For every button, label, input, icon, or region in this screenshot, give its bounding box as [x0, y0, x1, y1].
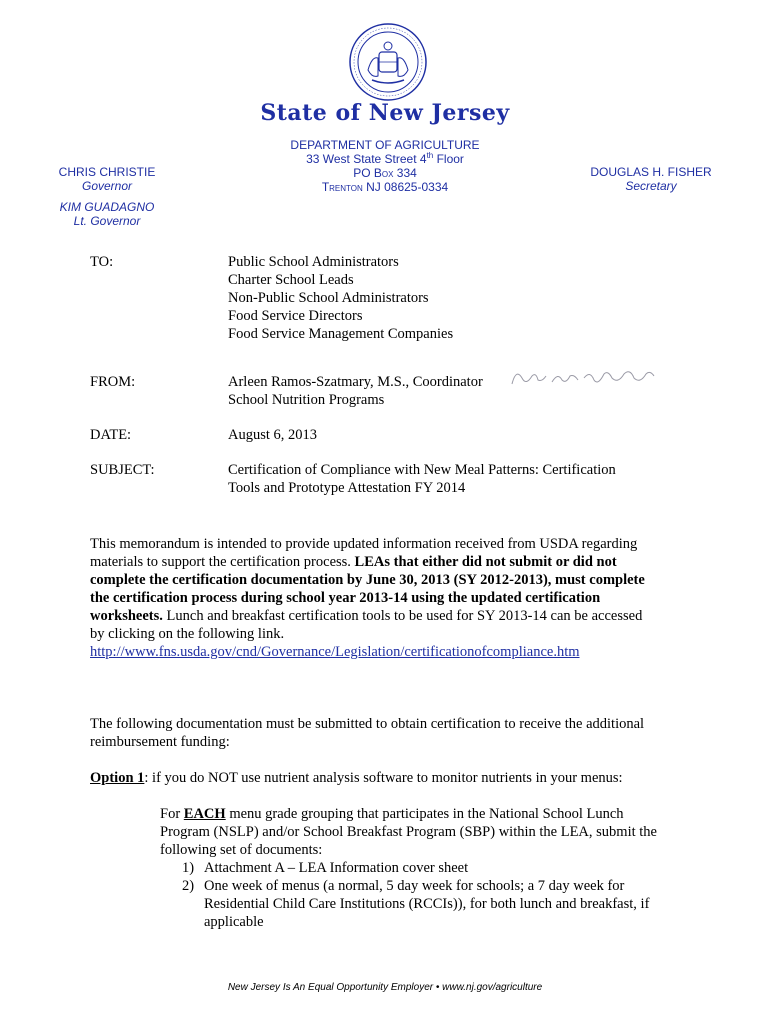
governor-title: Governor	[81, 179, 133, 193]
list-item: One week of menus (a normal, 5 day week for schools; a 7 day week for	[204, 878, 625, 894]
subject-line: Certification of Compliance with New Meal Patterns: Certification	[228, 462, 616, 478]
option-1-line: Option 1: if you do NOT use nutrient analysis software to monitor nutrients in your menus:	[90, 770, 623, 786]
date-label: DATE:	[90, 427, 132, 443]
list-number: 2)	[182, 878, 195, 894]
lt-governor-title: Lt. Governor	[73, 214, 141, 228]
from-name: Arleen Ramos-Szatmary, M.S., Coordinator	[228, 374, 483, 390]
governor-name: CHRIS CHRISTIE	[58, 165, 156, 179]
paragraph-line: complete the certification documentation by June 30, 2013 (SY 2012-2013), must complete	[90, 572, 645, 588]
department-name: DEPARTMENT OF AGRICULTURE	[290, 138, 480, 152]
recipient-item: Charter School Leads	[228, 272, 354, 288]
address-line-3: Trenton NJ 08625-0334	[321, 180, 449, 194]
list-item: applicable	[204, 914, 264, 930]
secretary-title: Secretary	[625, 179, 677, 193]
lt-governor-name: KIM GUADAGNO	[59, 200, 155, 214]
paragraph-line: Program (NSLP) and/or School Breakfast Program (SBP) within the LEA, submit the	[160, 824, 657, 840]
paragraph-line: This memorandum is intended to provide updated information received from USDA regarding	[90, 536, 638, 552]
state-title: State of New Jersey	[260, 100, 510, 126]
list-item: Residential Child Care Institutions (RCCIs)), for both lunch and breakfast, if	[204, 896, 650, 912]
certification-link[interactable]: http://www.fns.usda.gov/cnd/Governance/Legislation/certificationofcompliance.htm	[90, 644, 580, 660]
paragraph-line: For EACH menu grade grouping that participates in the National School Lunch	[160, 806, 624, 822]
paragraph-line: reimbursement funding:	[90, 734, 230, 750]
address-line-1: 33 West State Street 4th Floor	[306, 151, 464, 166]
secretary-name: DOUGLAS H. FISHER	[590, 165, 712, 179]
from-office: School Nutrition Programs	[228, 392, 385, 408]
to-label: TO:	[90, 254, 114, 270]
from-label: FROM:	[90, 374, 136, 390]
subject-line: Tools and Prototype Attestation FY 2014	[228, 480, 466, 496]
paragraph-line: the certification process during school year 2013-14 using the updated certification	[90, 590, 601, 606]
footer-text: New Jersey Is An Equal Opportunity Employer • www.nj.gov/agriculture	[227, 982, 543, 993]
list-number: 1)	[182, 860, 195, 876]
subject-label: SUBJECT:	[90, 462, 155, 478]
address-line-2: PO Box 334	[353, 166, 417, 180]
paragraph-line: following set of documents:	[160, 842, 323, 858]
paragraph-line: The following documentation must be submitted to obtain certification to receive the additional	[90, 716, 645, 732]
recipient-item: Non-Public School Administrators	[228, 290, 429, 306]
recipient-item: Food Service Directors	[228, 308, 363, 324]
list-item: Attachment A – LEA Information cover sheet	[204, 860, 469, 876]
paragraph-line: worksheets. Lunch and breakfast certification tools to be used for SY 2013-14 can be accessed	[90, 608, 643, 624]
recipient-item: Food Service Management Companies	[228, 326, 454, 342]
signature-image	[508, 364, 658, 394]
recipient-item: Public School Administrators	[228, 254, 399, 270]
state-seal-icon	[348, 22, 428, 102]
paragraph-line: materials to support the certification process. LEAs that either did not submit or did not	[90, 554, 617, 570]
paragraph-line: by clicking on the following link.	[90, 626, 285, 642]
date-value: August 6, 2013	[228, 427, 318, 443]
